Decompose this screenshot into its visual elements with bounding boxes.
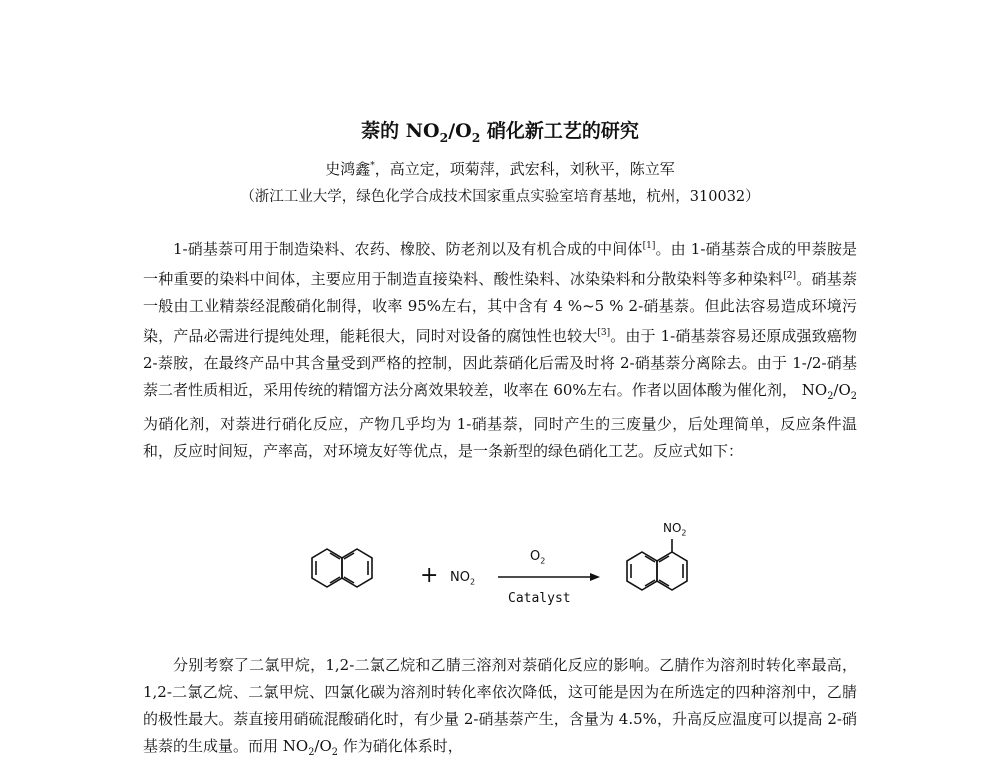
paper-title: 萘的 $NO_2/O_2$ 硝化新工艺的研究 [361, 120, 639, 145]
reaction-arrow [498, 573, 600, 581]
reaction-structures [290, 515, 710, 620]
citation-ref-3: [3] [597, 328, 611, 339]
author-list: 史鸿鑫*，高立定，项菊萍，武宏科，刘秋平，陈立军 [325, 160, 675, 178]
affiliation: （浙江工业大学，绿色化学合成技术国家重点实验室培育基地，杭州，310032） [240, 189, 760, 205]
reaction-scheme [290, 515, 710, 620]
reagent-label: $NO_2$ [450, 570, 476, 587]
results-paragraph: 分别考察了二氯甲烷，1,2-二氯乙烷和乙腈三溶剂对萘硝化反应的影响。乙腈作为溶剂时转化率最高，1,2-二氯乙烷、二氯甲烷、四氯化碳为溶剂时转化率依次降低，这可能是因为在所选定的四种溶剂中，乙腈的极性最大。萘直接用硝硫混酸硝化时，有少量 2-硝基萘产生，含量为 4.5%，升高反应温度可以提高 2-硝基萘的生成量。而用 $NO_2/O_2$ 作为硝化体系时， [143, 656, 857, 759]
arrow-top-label: $O_2$ [530, 549, 546, 566]
nitro-group-label: $NO_2$ [663, 521, 687, 538]
arrow-bottom-label: Catalyst [508, 591, 571, 606]
intro-paragraph: 1-硝基萘可用于制造染料、农药、橡胶、防老剂以及有机合成的中间体[1]。由 1-硝基萘合成的甲萘胺是一种重要的染料中间体，主要应用于制造直接染料、酸性染料、冰染染料和分散染料等多种染料[2]。硝基萘一般由工业精萘经混酸硝化制得，收率 95%左右，其中含有 4 %~5 % 2-硝基萘。但此法容易造成环境污染，产品必需进行提纯处理，能耗很大，同时对设备的腐蚀性也较大[3]。由于 1-硝基萘容易还原成强致癌物 2-萘胺，在最终产品中其含量受到严格的控制，因此萘硝化后需及时将 2-硝基萘分离除去。由于 1-/2-硝基萘二者性质相近，采用传统的精馏方法分离效果较差，收率在 60%左右。作者以固体酸为催化剂， $NO_2/O_2$ 为硝化剂，对萘进行硝化反应，产物几乎均为 1-硝基萘，同时产生的三废量少，后处理简单，反应条件温和，反应时间短，产率高，对环境友好等优点，是一条新型的绿色硝化工艺。反应式如下： [143, 240, 857, 460]
nitronaphthalene-structure [627, 539, 687, 590]
citation-ref-2: [2] [783, 271, 796, 282]
naphthalene-structure [312, 549, 372, 587]
plus-sign: + [420, 563, 439, 588]
corresponding-author-mark: * [370, 161, 375, 171]
citation-ref-1: [1] [642, 241, 656, 251]
